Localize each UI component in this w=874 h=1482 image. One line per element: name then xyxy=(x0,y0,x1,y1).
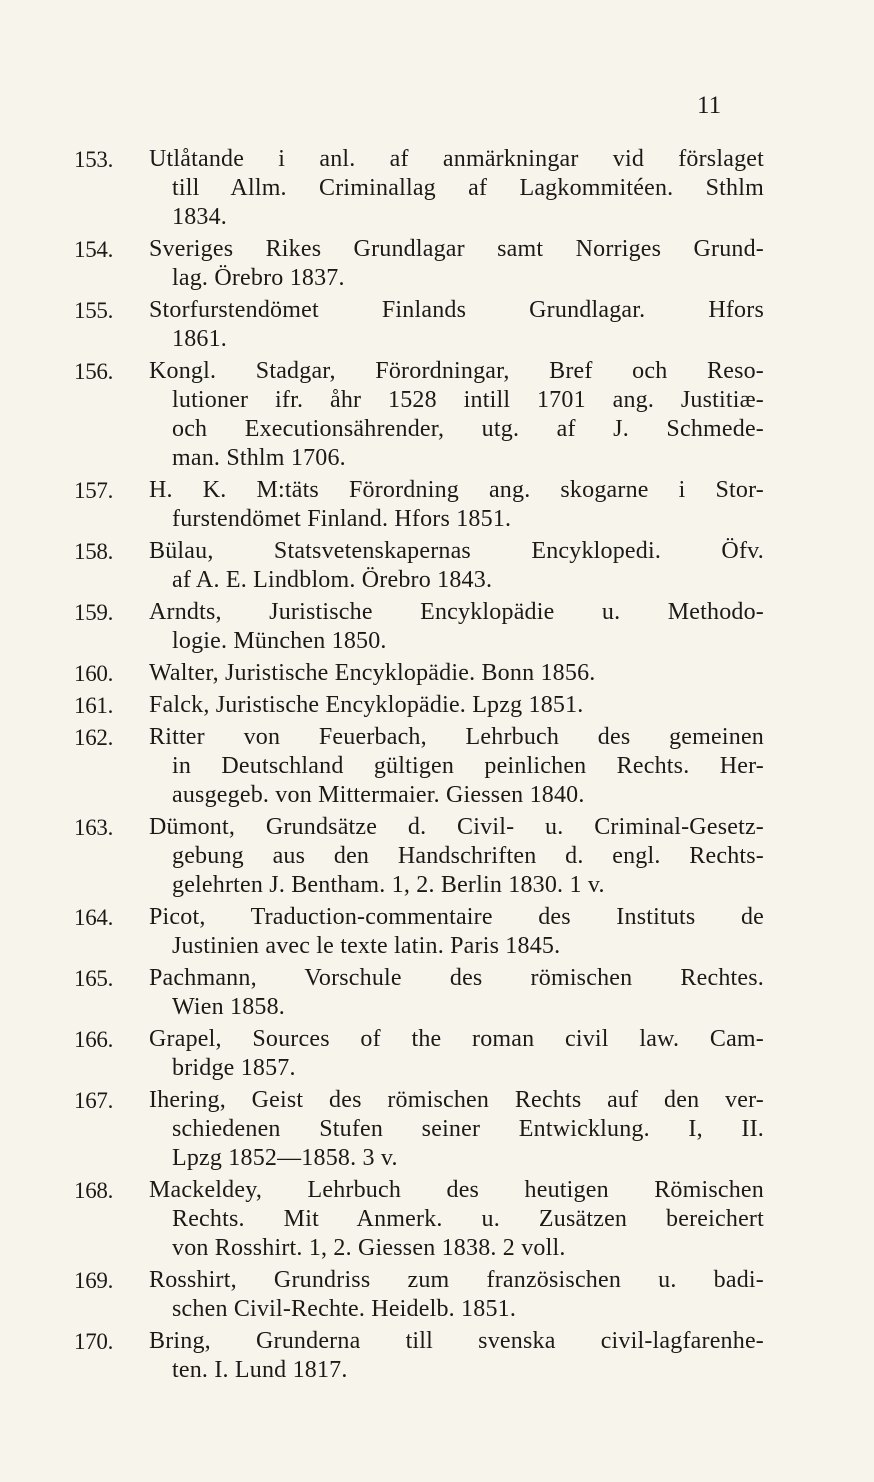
entry-text xyxy=(149,598,764,656)
bibliography-entry xyxy=(74,1176,764,1263)
entry-text xyxy=(149,813,764,900)
entry-line: schen Civil-Rechte. Heidelb. 1851. xyxy=(172,1296,517,1322)
entry-line: lutioner ifr. åhr 1528 intill 1701 ang. Justitiæ- xyxy=(172,387,764,413)
entry-line: man. Sthlm 1706. xyxy=(172,445,346,471)
entry-line: Picot, Traduction-commentaire des Instituts de xyxy=(149,904,764,930)
entry-line: Bülau, Statsvetenskapernas Encyklopedi. Öfv. xyxy=(149,538,764,564)
entry-number: 157. xyxy=(74,478,114,503)
entry-text xyxy=(149,964,764,1022)
entry-line: gelehrten J. Bentham. 1, 2. Berlin 1830. 1 v. xyxy=(172,872,605,898)
entry-number: 159. xyxy=(74,600,114,625)
entry-line: Dümont, Grundsätze d. Civil- u. Criminal-Gesetz- xyxy=(149,814,764,840)
entry-number: 170. xyxy=(74,1329,114,1354)
bibliography-entry xyxy=(74,964,764,1022)
entry-line: in Deutschland gültigen peinlichen Rechts. Her- xyxy=(172,753,764,779)
bibliography-entry xyxy=(74,813,764,900)
bibliography-entry xyxy=(74,691,764,720)
entry-line: Walter, Juristische Encyklopädie. Bonn 1856. xyxy=(149,660,596,686)
entry-line: Ihering, Geist des römischen Rechts auf den ver- xyxy=(149,1087,764,1113)
bibliography-entry xyxy=(74,357,764,473)
entry-text xyxy=(149,296,764,354)
entry-text xyxy=(149,357,764,473)
entry-line: ausgegeb. von Mittermaier. Giessen 1840. xyxy=(172,782,585,808)
entry-line: af A. E. Lindblom. Örebro 1843. xyxy=(172,567,493,593)
entry-number: 163. xyxy=(74,815,114,840)
bibliography-entry xyxy=(74,723,764,810)
entry-text xyxy=(149,723,764,810)
entry-line: Rosshirt, Grundriss zum französischen u. badi- xyxy=(149,1267,764,1293)
bibliography-entry xyxy=(74,903,764,961)
entry-number: 156. xyxy=(74,359,114,384)
entry-number: 154. xyxy=(74,237,114,262)
entry-text xyxy=(149,145,764,232)
entry-line: till Allm. Criminallag af Lagkommitéen. Sthlm xyxy=(172,175,764,201)
entry-line: Storfurstendömet Finlands Grundlagar. Hfors xyxy=(149,297,764,323)
entry-line: 1834. xyxy=(172,204,227,230)
entry-text xyxy=(149,1086,764,1173)
bibliography-entry xyxy=(74,296,764,354)
entry-line: ten. I. Lund 1817. xyxy=(172,1357,348,1383)
bibliography-entry xyxy=(74,1086,764,1173)
bibliography-list xyxy=(74,145,764,1388)
entry-number: 162. xyxy=(74,725,114,750)
bibliography-entry xyxy=(74,659,764,688)
entry-number: 155. xyxy=(74,298,114,323)
entry-line: Lpzg 1852—1858. 3 v. xyxy=(172,1145,398,1171)
entry-line: Mackeldey, Lehrbuch des heutigen Römischen xyxy=(149,1177,764,1203)
page-number: 11 xyxy=(697,92,722,119)
entry-line: logie. München 1850. xyxy=(172,628,387,654)
bibliography-entry xyxy=(74,476,764,534)
entry-line: Kongl. Stadgar, Förordningar, Bref och Reso- xyxy=(149,358,764,384)
entry-text xyxy=(149,659,764,688)
entry-text xyxy=(149,537,764,595)
entry-text xyxy=(149,903,764,961)
entry-line: furstendömet Finland. Hfors 1851. xyxy=(172,506,512,532)
entry-line: von Rosshirt. 1, 2. Giessen 1838. 2 voll. xyxy=(172,1235,566,1261)
entry-line: schiedenen Stufen seiner Entwicklung. I, II. xyxy=(172,1116,764,1142)
entry-line: Utlåtande i anl. af anmärkningar vid förslaget xyxy=(149,146,764,172)
entry-text xyxy=(149,1266,764,1324)
entry-line: Wien 1858. xyxy=(172,994,286,1020)
entry-number: 166. xyxy=(74,1027,114,1052)
entry-line: gebung aus den Handschriften d. engl. Rechts- xyxy=(172,843,764,869)
entry-number: 153. xyxy=(74,147,114,172)
entry-text xyxy=(149,1025,764,1083)
entry-text xyxy=(149,476,764,534)
entry-text xyxy=(149,1327,764,1385)
entry-line: och Executionsährender, utg. af J. Schmede- xyxy=(172,416,764,442)
entry-line: Grapel, Sources of the roman civil law. Cam- xyxy=(149,1026,764,1052)
entry-number: 160. xyxy=(74,661,114,686)
entry-text xyxy=(149,1176,764,1263)
entry-text xyxy=(149,235,764,293)
entry-line: Sveriges Rikes Grundlagar samt Norriges Grund- xyxy=(149,236,764,262)
bibliography-entry xyxy=(74,1266,764,1324)
bibliography-entry xyxy=(74,145,764,232)
entry-number: 168. xyxy=(74,1178,114,1203)
bibliography-entry xyxy=(74,537,764,595)
entry-text xyxy=(149,691,764,720)
entry-number: 165. xyxy=(74,966,114,991)
entry-number: 164. xyxy=(74,905,114,930)
entry-line: Arndts, Juristische Encyklopädie u. Methodo- xyxy=(149,599,764,625)
entry-line: Pachmann, Vorschule des römischen Rechtes. xyxy=(149,965,764,991)
entry-number: 169. xyxy=(74,1268,114,1293)
entry-number: 161. xyxy=(74,693,114,718)
entry-line: Justinien avec le texte latin. Paris 1845. xyxy=(172,933,561,959)
entry-line: lag. Örebro 1837. xyxy=(172,265,345,291)
entry-line: Rechts. Mit Anmerk. u. Zusätzen bereichert xyxy=(172,1206,764,1232)
entry-line: Bring, Grunderna till svenska civil-lagfarenhe- xyxy=(149,1328,764,1354)
bibliography-entry xyxy=(74,1025,764,1083)
bibliography-entry xyxy=(74,1327,764,1385)
entry-line: Falck, Juristische Encyklopädie. Lpzg 1851. xyxy=(149,692,584,718)
entry-line: 1861. xyxy=(172,326,227,352)
entry-number: 158. xyxy=(74,539,114,564)
bibliography-entry xyxy=(74,235,764,293)
entry-line: H. K. M:täts Förordning ang. skogarne i Stor- xyxy=(149,477,764,503)
entry-line: bridge 1857. xyxy=(172,1055,296,1081)
entry-number: 167. xyxy=(74,1088,114,1113)
bibliography-entry xyxy=(74,598,764,656)
entry-line: Ritter von Feuerbach, Lehrbuch des gemeinen xyxy=(149,724,764,750)
